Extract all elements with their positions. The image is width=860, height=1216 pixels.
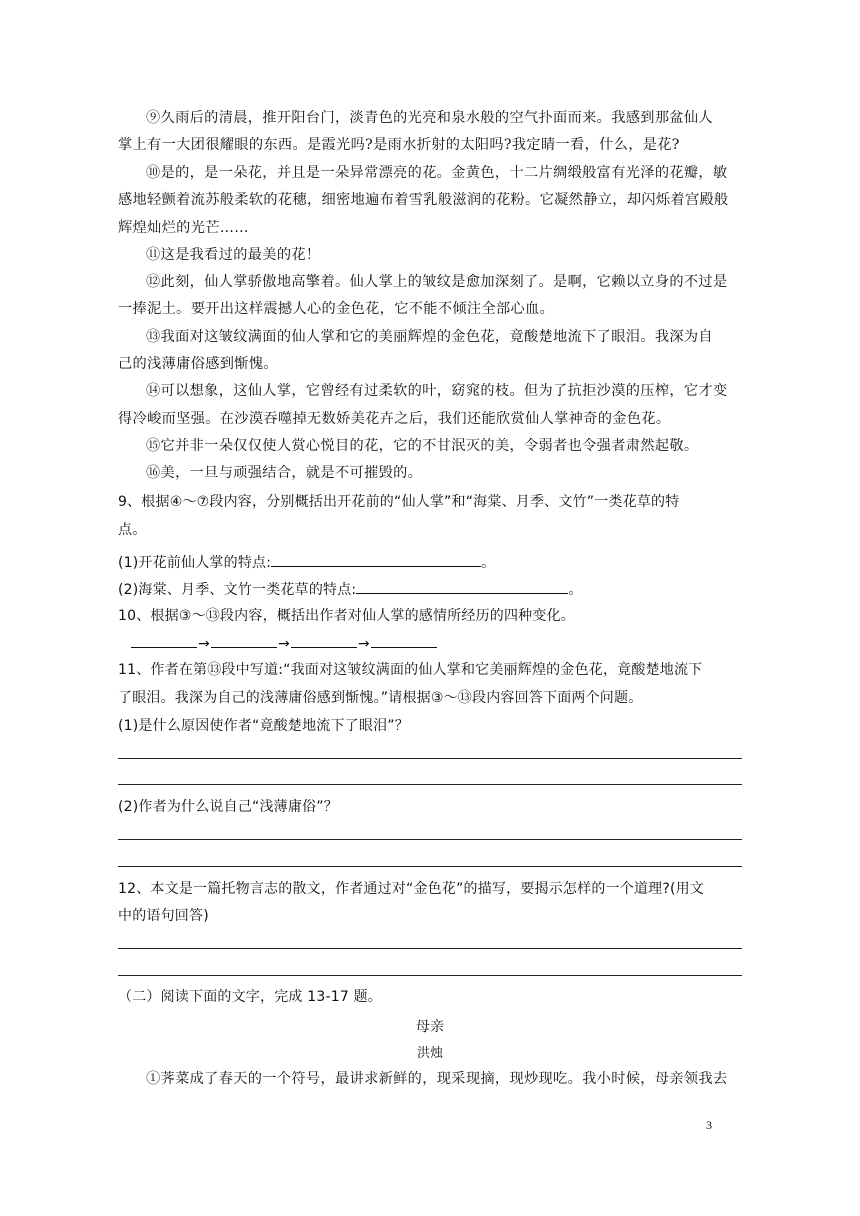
paragraph-13-line-2: 己的浅薄庸俗感到惭愧。 <box>118 356 278 372</box>
question-9-sub-1-label: (1)开花前仙人掌的特点: <box>118 555 272 571</box>
paragraph-15: ⑮它并非一朵仅仅使人赏心悦目的花，它的不甘泯灭的美，令弱者也令强者肃然起敬。 <box>146 438 699 454</box>
question-11-sub-2: (2)作者为什么说自己“浅薄庸俗”？ <box>118 799 338 815</box>
answer-blank-10-4[interactable] <box>371 633 437 648</box>
paragraph-11: ⑪这是我看过的最美的花！ <box>146 247 321 263</box>
section-two-heading: （二）阅读下面的文字，完成 13-17 题。 <box>118 989 382 1005</box>
answer-blank-10-3[interactable] <box>291 633 357 648</box>
arrow-icon: → <box>198 636 210 652</box>
question-10-answer-row <box>131 633 437 654</box>
article-paragraph-1-line-1: ①荠菜成了春天的一个符号，最讲求新鲜的，现采现摘，现炒现吃。我小时候，母亲领我去 <box>146 1071 728 1087</box>
answer-blank-9-1[interactable] <box>271 552 481 567</box>
question-9-sub-2-label: (2)海棠、月季、文竹一类花草的特点: <box>118 582 357 598</box>
question-12-line-1: 12、本文是一篇托物言志的散文，作者通过对“金色花”的描写，要揭示怎样的一个道理?(用文 <box>118 881 705 897</box>
answer-blank-10-2[interactable] <box>211 633 277 648</box>
answer-line[interactable] <box>118 948 742 949</box>
answer-line[interactable] <box>118 758 742 759</box>
paragraph-12-line-1: ⑫此刻，仙人掌骄傲地高擎着。仙人掌上的皱纹是愈加深刻了。是啊，它赖以立身的不过是 <box>146 274 728 290</box>
period: 。 <box>481 555 496 571</box>
paragraph-16: ⑯美，一旦与顽强结合，就是不可摧毁的。 <box>146 465 423 481</box>
paragraph-13-line-1: ⑬我面对这皱纹满面的仙人掌和它的美丽辉煌的金色花，竟酸楚地流下了眼泪。我深为自 <box>146 329 713 345</box>
paragraph-14-line-1: ⑭可以想象，这仙人掌，它曾经有过柔软的叶，窈窕的枝。但为了抗拒沙漠的压榨，它才变 <box>146 383 728 399</box>
paragraph-9-line-2: 掌上有一大团很耀眼的东西。是霞光吗?是雨水折射的太阳吗?我定睛一看，什么，是花? <box>118 137 680 153</box>
period: 。 <box>568 582 583 598</box>
paragraph-10-line-3: 辉煌灿烂的光芒…… <box>118 220 249 236</box>
answer-line[interactable] <box>118 975 742 976</box>
paragraph-14-line-2: 得冷峻而坚强。在沙漠吞噬掉无数娇美花卉之后，我们还能欣赏仙人掌神奇的金色花。 <box>118 411 671 427</box>
question-10: 10、根据③～⑬段内容，概括出作者对仙人掌的感情所经历的四种变化。 <box>118 608 575 624</box>
answer-line[interactable] <box>118 866 742 867</box>
arrow-icon: → <box>357 636 370 652</box>
paragraph-10-line-2: 感地轻颤着流苏般柔软的花穗，细密地遍布着雪乳般滋润的花粉。它凝然静立，却闪烁着宫殿般 <box>118 192 729 208</box>
question-9-sub-1 <box>118 552 495 573</box>
arrow-icon: → <box>277 636 290 652</box>
question-11-line-1: 11、作者在第⑬段中写道:“我面对这皱纹满面的仙人掌和它美丽辉煌的金色花，竟酸楚地流下 <box>118 662 703 678</box>
answer-blank-9-2[interactable] <box>356 579 568 594</box>
question-11-line-2: 了眼泪。我深为自己的浅薄庸俗感到惭愧。”请根据③～⑬段内容回答下面两个问题。 <box>118 690 643 706</box>
question-9-line-1: 9、根据④～⑦段内容，分别概括出开花前的“仙人掌”和“海棠、月季、文竹”一类花草的特 <box>118 494 680 510</box>
question-9-line-2: 点。 <box>118 522 147 538</box>
answer-blank-10-1[interactable] <box>131 633 197 648</box>
paragraph-12-line-2: 一捧泥土。要开出这样震撼人心的金色花，它不能不倾注全部心血。 <box>118 301 555 317</box>
question-12-line-2: 中的语句回答) <box>118 908 209 924</box>
answer-line[interactable] <box>118 839 742 840</box>
article-title: 母亲 <box>415 1019 445 1035</box>
article-author: 洪烛 <box>416 1046 443 1061</box>
page-number: 3 <box>706 1118 712 1132</box>
answer-line[interactable] <box>118 784 742 785</box>
paragraph-10-line-1: ⑩是的，是一朵花，并且是一朵异常漂亮的花。金黄色，十二片绸缎般富有光泽的花瓣，敏 <box>146 165 728 181</box>
question-11-sub-1: (1)是什么原因使作者“竟酸楚地流下了眼泪”？ <box>118 718 409 734</box>
question-9-sub-2 <box>118 579 583 600</box>
paragraph-9-line-1: ⑨久雨后的清晨，推开阳台门，淡青色的光亮和泉水般的空气扑面而来。我感到那盆仙人 <box>146 110 713 126</box>
